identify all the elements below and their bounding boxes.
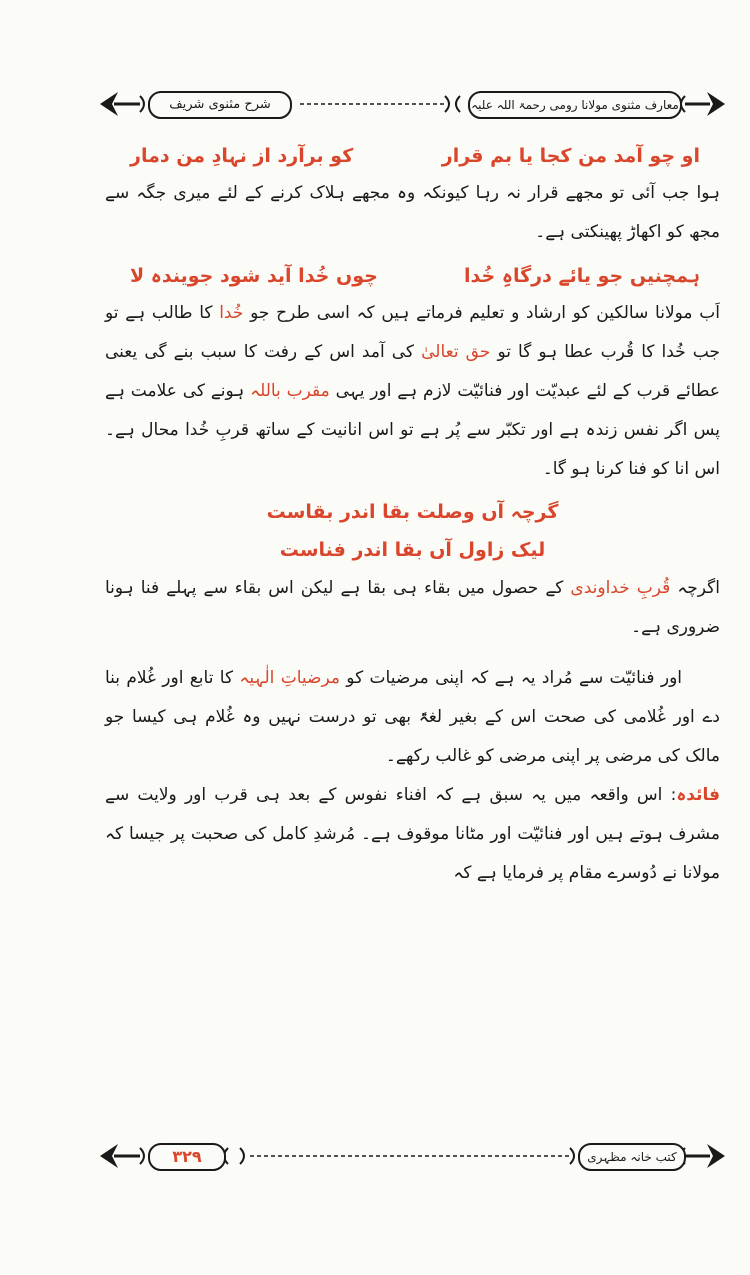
para-4-text-c: کا تابع اور غُلام بنا دے اور غُلامی کی صحت اس کے بغیر لغۃً بھی تو درست نہیں وہ غُلام ہی کیسا جو مالک کی مرضی پر اپنی مرضی کو غالب رکھے۔	[105, 668, 720, 766]
para-2-highlight-muqarrab: مقرب باللہ	[250, 381, 330, 401]
para-2-text-c: کا طالب ہے تو جب خُدا کا قُرب عطا ہو گا تو	[105, 303, 720, 362]
publisher-name: کتب خانہ مظہری	[578, 1143, 686, 1171]
footer-band	[100, 1138, 725, 1174]
para-5-text: : اس واقعہ میں یہ سبق ہے کہ افناء نفوس کے بعد ہی قرب اور ولایت سے مشرف ہوتے ہیں اور فنائیّت اور مٹانا موقوف ہے۔ مُرشدِ کامل کی صحبت پر جیسا کہ مولانا نے دُوسرے مقام پر فرمایا ہے کہ	[105, 785, 720, 883]
paragraph-2	[105, 294, 720, 489]
para-2-highlight-khuda: خُدا	[219, 303, 244, 323]
paragraph-3	[105, 569, 720, 647]
header-right-title: معارف مثنوی مولانا رومی رحمۃ اللہ علیہ	[468, 91, 682, 119]
header-left-title: شرح مثنوی شریف	[148, 91, 292, 119]
verse-couplet-1	[105, 138, 720, 174]
paragraph-5	[105, 776, 720, 893]
header-band	[100, 86, 725, 122]
para-2-text-g: ہونے کی علامت ہے پس اگر نفس زندہ ہے اور تکبّر سے پُر ہے تو اس انانیت کے ساتھ قربِ خُدا محال ہے۔ اس انا کو فنا کرنا ہو گا۔	[105, 381, 720, 479]
para-4-text-a: اور فنائیّت سے مُراد یہ ہے کہ اپنی مرضیات کو	[339, 668, 683, 688]
verse-3-line-2: لیک زاول آں بقا اندر فناست	[279, 539, 546, 561]
page-number: ۳۲۹	[148, 1143, 226, 1171]
verse-1-second-hemistich: کو برآرد از نہادِ من دمار	[130, 145, 354, 167]
para-2-text-e: کی آمد اس کے رفت کا سبب بنے گی یعنی عطائے قرب کے لئے عبدیّت اور فنائیّت لازم ہے اور یہی	[105, 342, 720, 401]
verse-3-line-1: گرچہ آں وصلت بقا اندر بقاست	[266, 501, 559, 523]
para-2-text-a: اَب مولانا سالکین کو ارشاد و تعلیم فرماتے ہیں کہ اسی طرح جو	[243, 303, 720, 323]
verse-2-second-hemistich: چوں خُدا آید شود جویندہ لا	[130, 265, 378, 287]
para-3-text-c: کے حصول میں بقاء ہی بقا ہے لیکن اس بقاء سے پہلے فنا ہونا ضروری ہے۔	[105, 578, 720, 637]
paragraph-1: ہوا جب آئی تو مجھے قرار نہ رہا کیونکہ وہ مجھے ہلاک کرنے کے لئے میری جگہ سے مجھ کو اکھاڑ پھینکتی ہے۔	[105, 183, 720, 242]
verse-2-first-hemistich: ہمچنیں جو یائے درگاہِ خُدا	[464, 265, 700, 287]
paragraph-4	[105, 659, 720, 776]
faida-label: فائدہ	[676, 785, 720, 805]
para-2-highlight-haq-taala: حق تعالیٰ	[421, 342, 491, 362]
para-3-highlight-qurb: قُربِ خداوندی	[570, 578, 671, 598]
para-3-text-a: اگرچہ	[670, 578, 720, 598]
para-4-highlight-marziyat: مرضیاتِ الٰہیہ	[239, 668, 340, 688]
page-body	[105, 138, 720, 893]
verse-couplet-2	[105, 258, 720, 294]
verse-1-first-hemistich: او چو آمد من کجا یا بم قرار	[441, 145, 700, 167]
